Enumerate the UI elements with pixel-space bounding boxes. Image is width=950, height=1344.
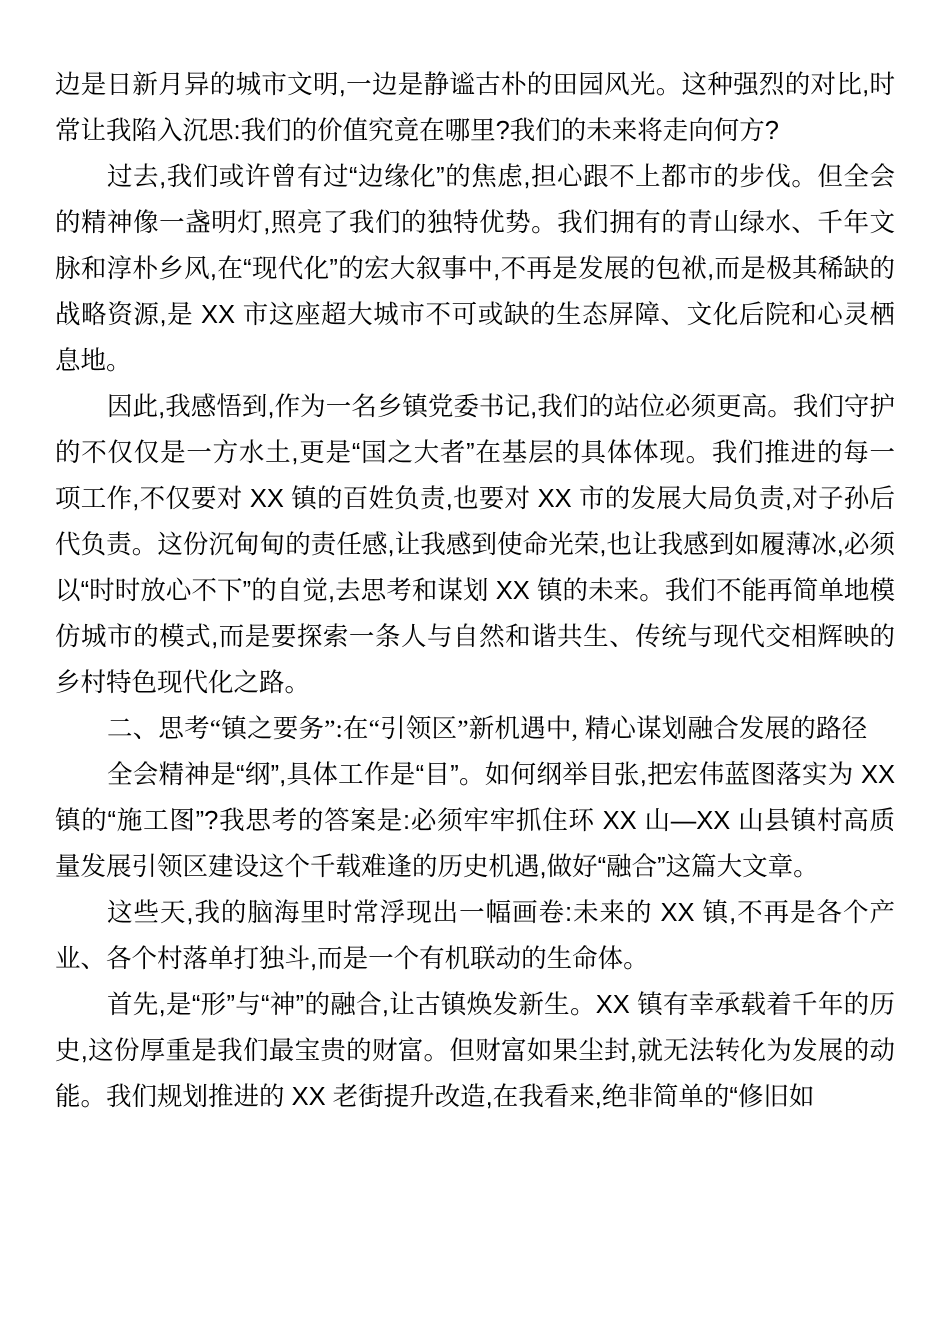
section-heading-2: 二、思考“镇之要务”:在“引领区”新机遇中, 精心谋划融合发展的路径 [107, 714, 868, 743]
page-text-column [55, 62, 895, 1120]
paragraph-3: 因此,我感悟到,作为一名乡镇党委书记,我们的站位必须更高。我们守护的不仅仅是一方水土,更是“国之大者”在基层的具体体现。我们推进的每一项工作,不仅要对 XX 镇的百姓负责,也要对 XX 市的发展大局负责,对子孙后代负责。这份沉甸甸的责任感,让我感到使命光荣,也让我感到如履薄冰,必须以“时时放心不下”的自觉,去思考和谋划 XX 镇的未来。我们不能再简单地模仿城市的模式,而是要探索一条人与自然和谐共生、传统与现代交相辉映的乡村特色现代化之路。 [55, 393, 895, 697]
paragraph-2: 过去,我们或许曾有过“边缘化”的焦虑,担心跟不上都市的步伐。但全会的精神像一盏明灯,照亮了我们的独特优势。我们拥有的青山绿水、千年文脉和淳朴乡风,在“现代化”的宏大叙事中,不再是发展的包袱,而是极其稀缺的战略资源,是 XX 市这座超大城市不可或缺的生态屏障、文化后院和心灵栖息地。 [55, 163, 895, 375]
paragraph-6: 这些天,我的脑海里时常浮现出一幅画卷:未来的 XX 镇,不再是各个产业、各个村落单打独斗,而是一个有机联动的生命体。 [55, 899, 895, 973]
paragraph-5: 全会精神是“纲”,具体工作是“目”。如何纲举目张,把宏伟蓝图落实为 XX 镇的“施工图”?我思考的答案是:必须牢牢抓住环 XX 山—XX 山县镇村高质量发展引领区建设这个千载难逢的历史机遇,做好“融合”这篇大文章。 [55, 761, 895, 881]
paragraph-7: 首先,是“形”与“神”的融合,让古镇焕发新生。XX 镇有幸承载着千年的历史,这份厚重是我们最宝贵的财富。但财富如果尘封,就无法转化为发展的动能。我们规划推进的 XX 老街提升改造,在我看来,绝非简单的“修旧如 [55, 991, 895, 1111]
paragraph-1: 边是日新月异的城市文明,一边是静谧古朴的田园风光。这种强烈的对比,时常让我陷入沉思:我们的价值究竟在哪里?我们的未来将走向何方? [55, 71, 895, 145]
